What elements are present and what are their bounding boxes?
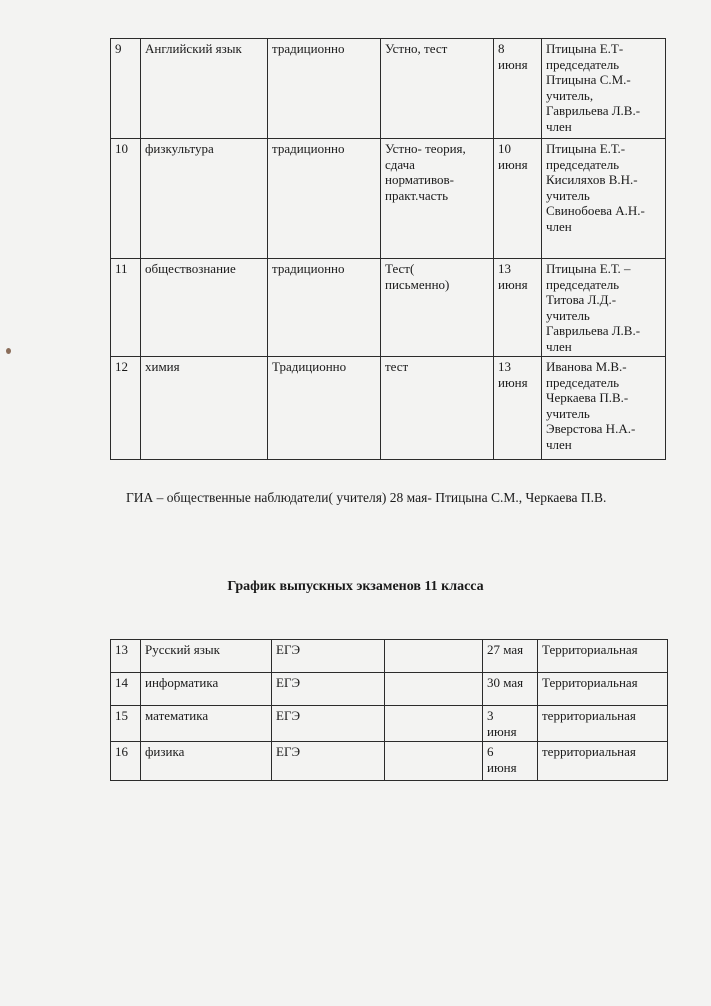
observers-note: ГИА – общественные наблюдатели( учителя) 28 мая- Птицына С.М., Черкаева П.В. xyxy=(126,490,607,505)
form-cell: ЕГЭ xyxy=(272,673,385,706)
method-cell xyxy=(385,640,483,673)
form-cell: ЕГЭ xyxy=(272,742,385,781)
form-cell: ЕГЭ xyxy=(272,640,385,673)
form-cell: Традиционно xyxy=(268,357,381,460)
row-number: 16 xyxy=(111,742,141,781)
date-cell: 27 мая xyxy=(483,640,538,673)
commission-cell: Иванова М.В.- председатель Черкаева П.В.- учитель Эверстова Н.А.- член xyxy=(542,357,666,460)
subject-cell: информатика xyxy=(141,673,272,706)
date-cell: 3 июня xyxy=(483,706,538,742)
method-cell: Тест( письменно) xyxy=(381,259,494,357)
level-cell: территориальная xyxy=(538,706,668,742)
method-cell xyxy=(385,742,483,781)
table-row xyxy=(111,742,668,781)
level-cell: Территориальная xyxy=(538,640,668,673)
level-cell: территориальная xyxy=(538,742,668,781)
form-cell: ЕГЭ xyxy=(272,706,385,742)
subject-cell: химия xyxy=(141,357,268,460)
subject-cell: физкультура xyxy=(141,139,268,259)
form-cell: традиционно xyxy=(268,139,381,259)
row-number: 9 xyxy=(111,39,141,139)
method-cell: Устно, тест xyxy=(381,39,494,139)
date-cell: 13 июня xyxy=(494,357,542,460)
subject-cell: обществознание xyxy=(141,259,268,357)
commission-cell: Птицына Е.Т- председатель Птицына С.М.- учитель, Гаврильева Л.В.- член xyxy=(542,39,666,139)
subject-cell: физика xyxy=(141,742,272,781)
form-cell: традиционно xyxy=(268,259,381,357)
table-row xyxy=(111,139,666,259)
exam-table-9 xyxy=(110,38,666,460)
date-cell: 6 июня xyxy=(483,742,538,781)
table-row xyxy=(111,706,668,742)
commission-cell: Птицына Е.Т. – председатель Титова Л.Д.- учитель Гаврильева Л.В.- член xyxy=(542,259,666,357)
table-row xyxy=(111,259,666,357)
row-number: 11 xyxy=(111,259,141,357)
method-cell: тест xyxy=(381,357,494,460)
row-number: 13 xyxy=(111,640,141,673)
section-title: График выпускных экзаменов 11 класса xyxy=(227,579,484,594)
commission-cell: Птицына Е.Т.- председатель Кисиляхов В.Н.- учитель Свинобоева А.Н.- член xyxy=(542,139,666,259)
exam-table-11 xyxy=(110,639,668,781)
level-cell: Территориальная xyxy=(538,673,668,706)
table-row xyxy=(111,357,666,460)
row-number: 10 xyxy=(111,139,141,259)
table-row xyxy=(111,673,668,706)
subject-cell: Русский язык xyxy=(141,640,272,673)
method-cell: Устно- теория, сдача нормативов- практ.часть xyxy=(381,139,494,259)
date-cell: 13 июня xyxy=(494,259,542,357)
form-cell: традиционно xyxy=(268,39,381,139)
row-number: 15 xyxy=(111,706,141,742)
date-cell: 8 июня xyxy=(494,39,542,139)
date-cell: 30 мая xyxy=(483,673,538,706)
scan-mark xyxy=(6,348,11,354)
subject-cell: Английский язык xyxy=(141,39,268,139)
table-row xyxy=(111,640,668,673)
method-cell xyxy=(385,706,483,742)
row-number: 12 xyxy=(111,357,141,460)
date-cell: 10 июня xyxy=(494,139,542,259)
method-cell xyxy=(385,673,483,706)
row-number: 14 xyxy=(111,673,141,706)
table-row xyxy=(111,39,666,139)
subject-cell: математика xyxy=(141,706,272,742)
